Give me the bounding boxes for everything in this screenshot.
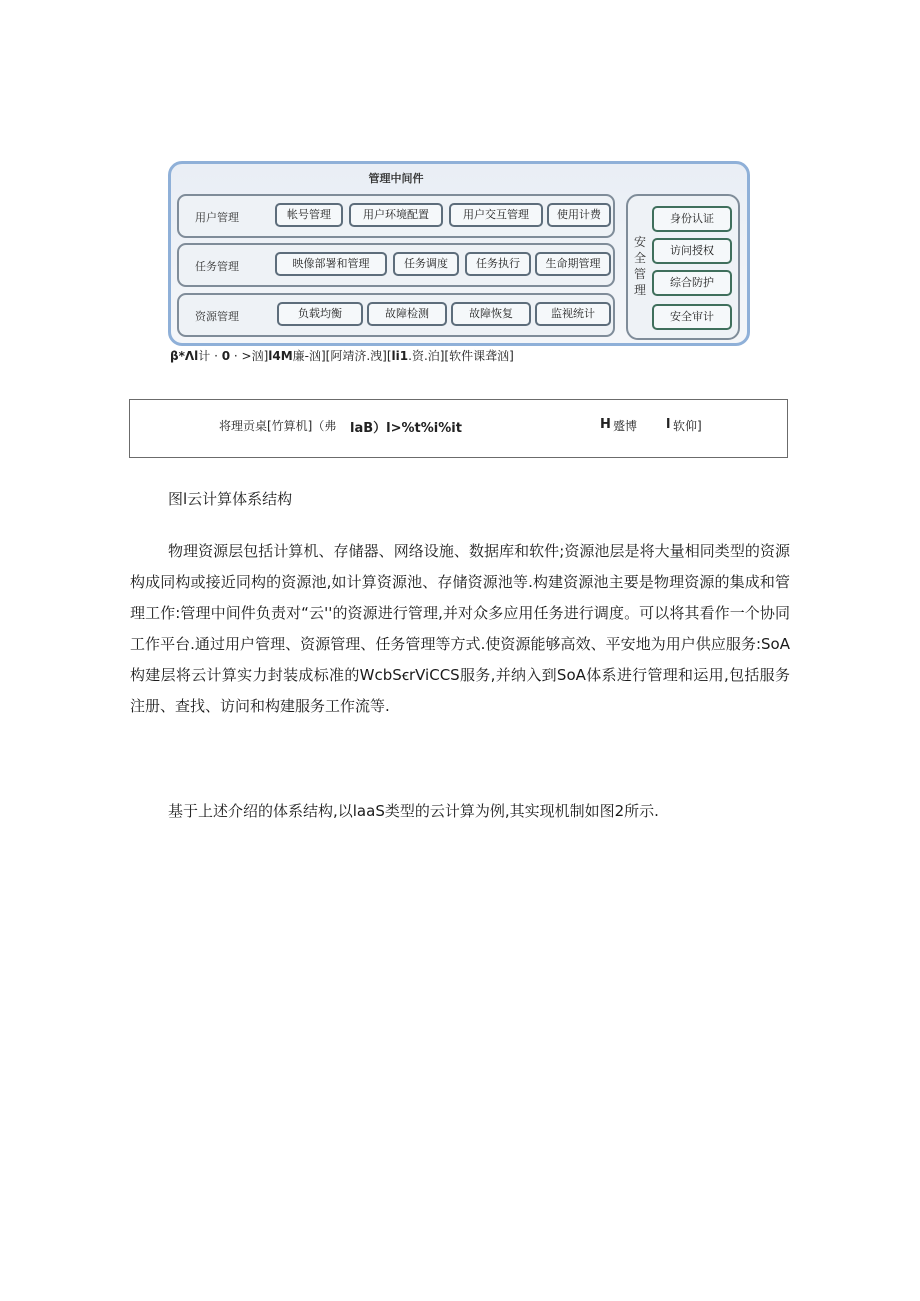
ocr-fragment: 计 · [198,349,222,363]
layer-resource-management [177,293,615,337]
layer-label: 用户管理 [195,211,239,224]
figure-caption: 图l云计算体系结构 [168,490,293,508]
boxed-text-left: 将理贡桌[竹算机]（弗 [219,419,337,433]
diagram-title: 管理中间件 [368,172,424,185]
security-management-panel [626,194,740,340]
ocr-fragment: 廉-汹][阿靖济.洩][ [292,349,392,363]
ocr-fragment: l4M [268,349,293,363]
module-box: 故障检测 [367,302,447,326]
module-box: 帐号管理 [275,203,343,227]
module-box: 任务调度 [393,252,459,276]
module-box: 使用计费 [547,203,611,227]
boxed-text-right: 软仰] [673,419,702,433]
module-box: 映像部署和管理 [275,252,387,276]
cloud-architecture-diagram [168,161,750,346]
module-box: 故障恢复 [451,302,531,326]
module-box: 任务执行 [465,252,531,276]
ocr-fragment: 0 [221,349,231,363]
security-item: 安全审计 [652,304,732,330]
garbled-layer-line [170,347,514,364]
boxed-text-right-bold: l [666,417,671,432]
security-item: 综合防护 [652,270,732,296]
security-item: 身份认证 [652,206,732,232]
module-box: 用户交互管理 [449,203,543,227]
body-paragraph: 基于上述介绍的体系结构,以laaS类型的云计算为例,其实现机制如图2所示. [168,802,659,820]
layer-user-management [177,194,615,238]
ocr-fragment: .资.泊][软件课聋汹] [408,349,514,363]
module-box: 监视统计 [535,302,611,326]
ocr-fragment: β*Λl [170,349,199,363]
layer-task-management [177,243,615,287]
layer-label: 资源管理 [195,310,239,323]
module-box: 负载均衡 [277,302,363,326]
layer-label: 任务管理 [195,260,239,273]
boxed-text-mid-bold: H [600,417,611,432]
boxed-text-bold: laB）l>%t%i%it [350,421,462,436]
ocr-fragment: · >汹] [230,349,269,363]
module-box: 生命期管理 [535,252,611,276]
security-label: 安全管理 [633,235,646,297]
body-paragraph: 物理资源层包括计算机、存储器、网络设施、数据库和软件;资源池层是将大量相同类型的资源构成同构或接近同构的资源池,如计算资源池、存储资源池等.构建资源池主要是物理资源的集成和管理工作:管理中间件负责对“云''的资源进行管理,并对众多应用任务进行调度。可以将其看作一个协同工作平台.通过用户管理、资源管理、任务管理等方式.使资源能够高效、平安地为用户供应服务:SoA构建层将云计算实力封装成标准的WcbSꞓrViCCS服务,并纳入到SoA体系进行管理和运用,包括服务注册、查找、访问和构建服务工作流等. [130,542,790,715]
module-box: 用户环境配置 [349,203,443,227]
ocr-fragment: li1 [391,349,409,363]
boxed-layer-row [129,399,788,458]
boxed-text-mid: 蹙博 [613,419,638,433]
security-item: 访问授权 [652,238,732,264]
